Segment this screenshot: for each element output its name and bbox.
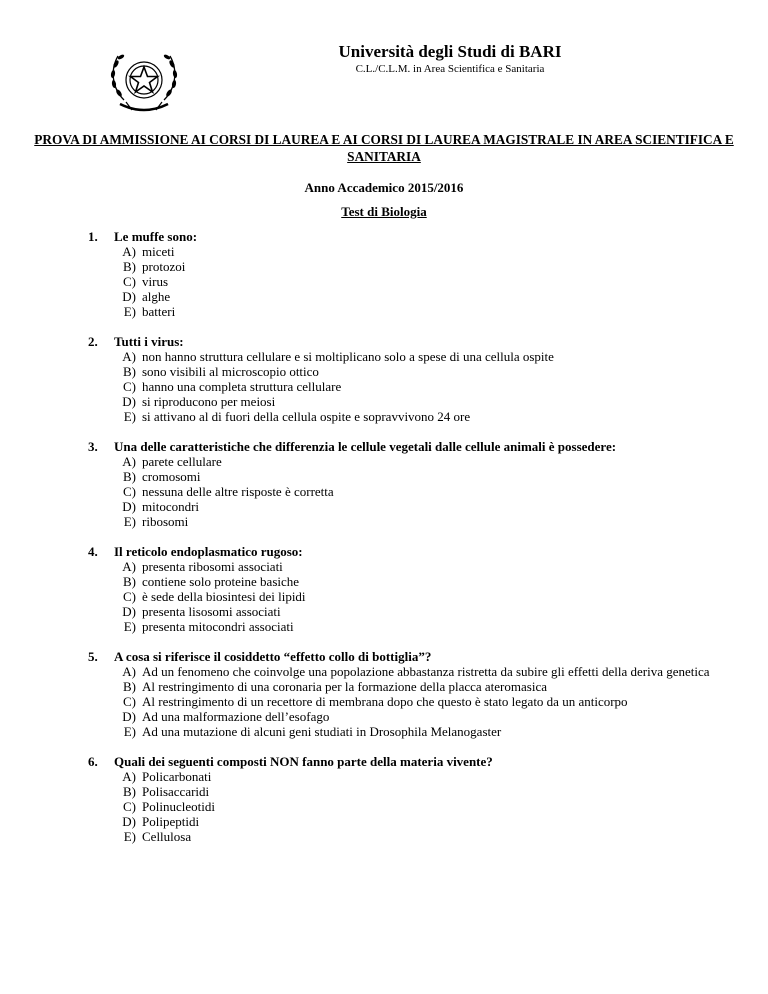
option-text: Ad una mutazione di alcuni geni studiati in Drosophila Melanogaster — [142, 724, 502, 739]
question-number: 5. — [88, 649, 98, 664]
answer-option — [88, 364, 748, 379]
option-text: si attivano al di fuori della cellula ospite e sopravvivono 24 ore — [142, 409, 471, 424]
question-text: Quali dei seguenti composti NON fanno parte della materia vivente? — [114, 754, 493, 769]
answer-option — [88, 784, 748, 799]
option-text: mitocondri — [142, 499, 200, 514]
answer-option — [88, 244, 748, 259]
answer-option — [88, 514, 748, 529]
option-text: hanno una completa struttura cellulare — [142, 379, 342, 394]
option-letter: D) — [122, 709, 136, 724]
option-letter: A) — [122, 559, 136, 574]
option-text: Polinucleotidi — [142, 799, 215, 814]
answer-option — [88, 469, 748, 484]
answer-option — [88, 379, 748, 394]
option-text: Ad una malformazione dell’esofago — [142, 709, 330, 724]
answer-option — [88, 679, 748, 694]
academic-year: Anno Accademico 2015/2016 — [304, 180, 464, 195]
answer-options — [88, 349, 748, 424]
option-letter: D) — [122, 289, 136, 304]
answer-option — [88, 814, 748, 829]
answer-option — [88, 709, 748, 724]
question-item — [88, 544, 748, 634]
option-letter: C) — [123, 484, 136, 499]
option-letter: E) — [123, 409, 136, 424]
question-number: 2. — [88, 334, 98, 349]
option-letter: C) — [123, 589, 136, 604]
option-text: si riproducono per meiosi — [142, 394, 276, 409]
option-letter: B) — [123, 469, 136, 484]
option-letter: B) — [123, 784, 136, 799]
answer-option — [88, 499, 748, 514]
question-number: 1. — [88, 229, 98, 244]
option-text: presenta mitocondri associati — [142, 619, 294, 634]
answer-option — [88, 349, 748, 364]
option-text: batteri — [142, 304, 176, 319]
option-letter: A) — [122, 769, 136, 784]
option-letter: B) — [123, 259, 136, 274]
option-text: contiene solo proteine basiche — [142, 574, 300, 589]
option-letter: C) — [123, 799, 136, 814]
university-name: Università degli Studi di BARI — [338, 42, 562, 61]
option-text: Ad un fenomeno che coinvolge una popolazione abbastanza ristretta da subire gli effetti della deriva genetica — [142, 664, 710, 679]
answer-option — [88, 664, 748, 679]
option-text: ribosomi — [142, 514, 189, 529]
option-letter: D) — [122, 499, 136, 514]
answer-option — [88, 604, 748, 619]
answer-options — [88, 769, 748, 844]
question-text: Tutti i virus: — [114, 334, 184, 349]
answer-option — [88, 724, 748, 739]
option-letter: C) — [123, 379, 136, 394]
answer-option — [88, 289, 748, 304]
option-text: Cellulosa — [142, 829, 192, 844]
option-letter: E) — [123, 304, 136, 319]
university-subtitle: C.L./C.L.M. in Area Scientifica e Sanitaria — [355, 63, 545, 75]
answer-options — [88, 244, 748, 319]
option-text: Al restringimento di una coronaria per la formazione della placca ateromasica — [142, 679, 547, 694]
question-text: Le muffe sono: — [114, 229, 198, 244]
option-text: non hanno struttura cellulare e si moltiplicano solo a spese di una cellula ospite — [142, 349, 554, 364]
answer-options — [88, 664, 748, 739]
question-item — [88, 334, 748, 424]
answer-option — [88, 769, 748, 784]
option-text: alghe — [142, 289, 171, 304]
question-number: 4. — [88, 544, 98, 559]
option-text: cromosomi — [142, 469, 201, 484]
answer-options — [88, 454, 748, 529]
question-item — [88, 229, 748, 319]
page-title: PROVA DI AMMISSIONE AI CORSI DI LAUREA E AI CORSI DI LAUREA MAGISTRALE IN AREA SCIENTIFICA E SANITARIA — [34, 132, 734, 164]
answer-option — [88, 409, 748, 424]
question-number: 3. — [88, 439, 98, 454]
answer-option — [88, 454, 748, 469]
answer-option — [88, 304, 748, 319]
option-letter: E) — [123, 724, 136, 739]
option-letter: A) — [122, 454, 136, 469]
answer-option — [88, 259, 748, 274]
option-letter: B) — [123, 679, 136, 694]
answer-option — [88, 559, 748, 574]
option-letter: D) — [122, 814, 136, 829]
answer-option — [88, 394, 748, 409]
question-text: Una delle caratteristiche che differenzia le cellule vegetali dalle cellule animali è possedere: — [114, 439, 617, 454]
question-number: 6. — [88, 754, 98, 769]
italian-republic-emblem-icon — [102, 40, 186, 124]
option-letter: B) — [123, 364, 136, 379]
option-letter: E) — [123, 619, 136, 634]
option-letter: B) — [123, 574, 136, 589]
option-letter: E) — [123, 514, 136, 529]
option-letter: C) — [123, 694, 136, 709]
option-text: parete cellulare — [142, 454, 222, 469]
answer-option — [88, 274, 748, 289]
option-letter: D) — [122, 604, 136, 619]
option-text: è sede della biosintesi dei lipidi — [142, 589, 306, 604]
option-text: miceti — [142, 244, 175, 259]
option-text: Polisaccaridi — [142, 784, 210, 799]
answer-option — [88, 694, 748, 709]
answer-option — [88, 589, 748, 604]
option-text: presenta lisosomi associati — [142, 604, 281, 619]
answer-options — [88, 559, 748, 634]
answer-option — [88, 829, 748, 844]
option-text: Polipeptidi — [142, 814, 200, 829]
question-item — [88, 439, 748, 529]
option-letter: E) — [123, 829, 136, 844]
answer-option — [88, 574, 748, 589]
option-text: nessuna delle altre risposte è corretta — [142, 484, 334, 499]
option-text: protozoi — [142, 259, 186, 274]
option-text: virus — [142, 274, 168, 289]
university-header — [300, 42, 600, 76]
option-letter: A) — [122, 349, 136, 364]
answer-option — [88, 484, 748, 499]
option-text: Al restringimento di un recettore di membrana dopo che questo è stato legato da un anticorpo — [142, 694, 628, 709]
option-letter: A) — [122, 664, 136, 679]
question-list — [88, 229, 748, 859]
question-item — [88, 649, 748, 739]
question-text: Il reticolo endoplasmatico rugoso: — [114, 544, 303, 559]
option-letter: A) — [122, 244, 136, 259]
option-text: sono visibili al microscopio ottico — [142, 364, 319, 379]
subject-heading: Test di Biologia — [341, 204, 427, 219]
answer-option — [88, 619, 748, 634]
option-letter: C) — [123, 274, 136, 289]
question-text: A cosa si riferisce il cosiddetto “effetto collo di bottiglia”? — [114, 649, 432, 664]
answer-option — [88, 799, 748, 814]
option-text: presenta ribosomi associati — [142, 559, 283, 574]
option-letter: D) — [122, 394, 136, 409]
question-item — [88, 754, 748, 844]
option-text: Policarbonati — [142, 769, 212, 784]
